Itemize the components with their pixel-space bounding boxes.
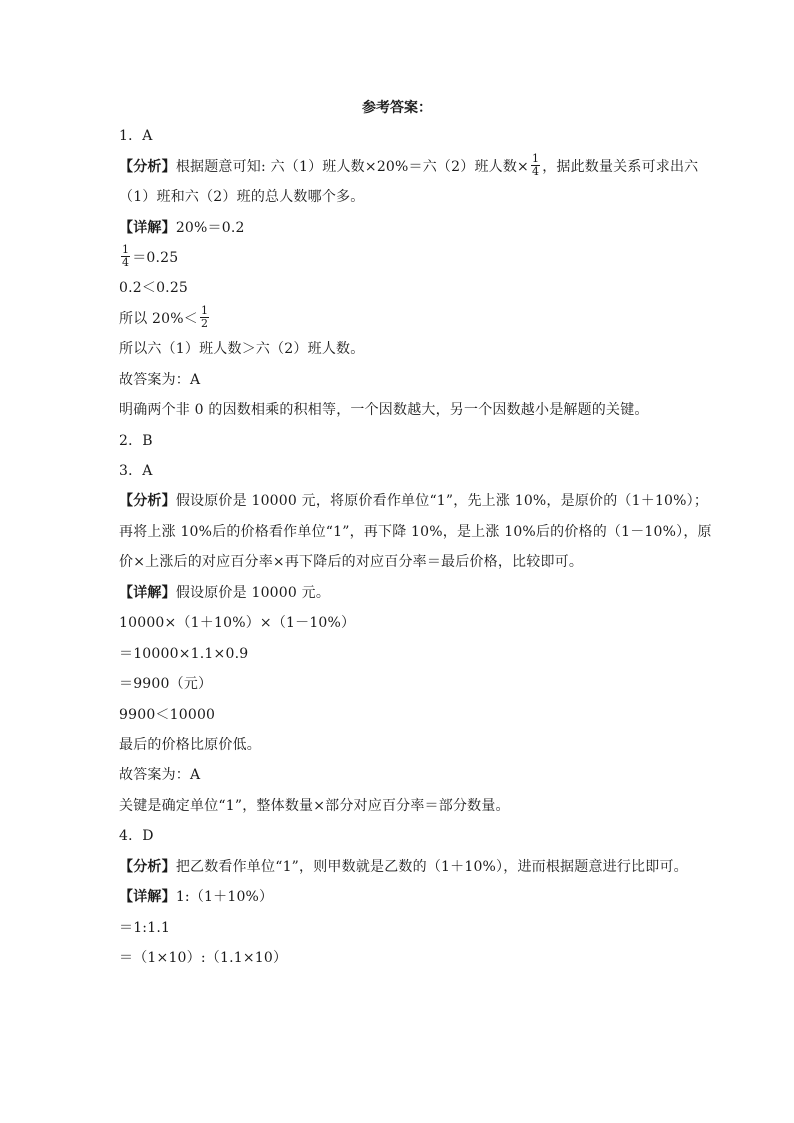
answer-2-choice: 2．B xyxy=(119,432,153,449)
answer-statement: 故答案为：A xyxy=(119,767,201,784)
solution-step: 最后的价格比原价低。 xyxy=(119,736,261,753)
fraction-denominator: 4 xyxy=(531,165,540,179)
solution-text: 假设原价是 10000 元。 xyxy=(175,584,331,601)
answer-1-analysis xyxy=(119,150,699,180)
solution-step xyxy=(119,303,689,333)
answer-3-analysis-cont: 再将上涨 10%后的价格看作单位“1”，再下降 10%，是上涨 10%后的价格的（1－10%），原 xyxy=(119,523,712,540)
solution-step xyxy=(119,242,689,272)
key-point: 关键是确定单位“1”，整体数量×部分对应百分率＝部分数量。 xyxy=(119,797,510,814)
answer-3-solution xyxy=(119,577,689,607)
analysis-tag: 【分析】 xyxy=(119,158,176,175)
page-title: 参考答案： xyxy=(362,100,432,116)
answer-3-analysis-cont: 价×上涨后的对应百分率×再下降后的对应百分率＝最后价格，比较即可。 xyxy=(119,554,584,571)
fraction-numerator: 1 xyxy=(200,304,209,318)
solution-text: 所以 20%＜ xyxy=(119,310,198,327)
answer-body xyxy=(119,120,712,972)
solution-step: ＝（1×10）:（1.1×10） xyxy=(119,950,288,967)
answer-4-choice: 4．D xyxy=(119,828,154,845)
analysis-tag: 【分析】 xyxy=(119,858,176,875)
analysis-text: ，据此数量关系可求出六 xyxy=(542,158,699,175)
answer-3-choice: 3．A xyxy=(119,463,153,480)
analysis-text: 把乙数看作单位“1”，则甲数就是乙数的（1＋10%），进而根据题意进行比即可。 xyxy=(175,858,688,875)
fraction-numerator: 1 xyxy=(531,152,540,166)
answer-statement: 故答案为：A xyxy=(119,371,201,388)
answer-1-solution xyxy=(119,211,689,241)
solution-tag: 【详解】 xyxy=(119,219,176,236)
solution-step: 10000×（1＋10%）×（1－10%） xyxy=(119,615,356,632)
fraction-numerator: 1 xyxy=(122,243,130,257)
analysis-text: 假设原价是 10000 元，将原价看作单位“1”，先上涨 10%，是原价的（1＋10%）； xyxy=(175,493,709,510)
answer-1-analysis-cont: （1）班和六（2）班的总人数哪个多。 xyxy=(119,189,365,206)
analysis-tag: 【分析】 xyxy=(119,493,176,510)
solution-step: 9900＜10000 xyxy=(119,706,216,723)
answer-4-analysis xyxy=(119,851,689,881)
answer-3-analysis xyxy=(119,485,709,515)
solution-tag: 【详解】 xyxy=(119,889,176,906)
analysis-text: 根据题意可知: 六（1）班人数×20%＝六（2）班人数× xyxy=(175,158,529,175)
solution-step: ＝10000×1.1×0.9 xyxy=(119,645,249,662)
fraction-one-quarter xyxy=(531,153,540,178)
solution-step: 0.2＜0.25 xyxy=(119,280,189,297)
fraction-one-quarter xyxy=(121,244,130,269)
answer-4-solution xyxy=(119,881,689,911)
solution-step: 所以六（1）班人数＞六（2）班人数。 xyxy=(119,341,365,358)
answer-1-choice: 1．A xyxy=(119,128,153,145)
fraction-denominator: 4 xyxy=(122,256,130,270)
solution-step: ＝9900（元） xyxy=(119,676,213,693)
key-point: 明确两个非 0 的因数相乘的积相等，一个因数越大，另一个因数越小是解题的关键。 xyxy=(119,402,649,419)
solution-text: 20%＝0.2 xyxy=(175,219,245,236)
fraction-denominator: 2 xyxy=(200,317,209,331)
solution-tag: 【详解】 xyxy=(119,584,176,601)
solution-text: 1:（1＋10%） xyxy=(175,889,274,906)
fraction-one-half xyxy=(200,305,209,330)
solution-text: ＝0.25 xyxy=(132,249,179,266)
solution-step: ＝1:1.1 xyxy=(119,919,171,936)
